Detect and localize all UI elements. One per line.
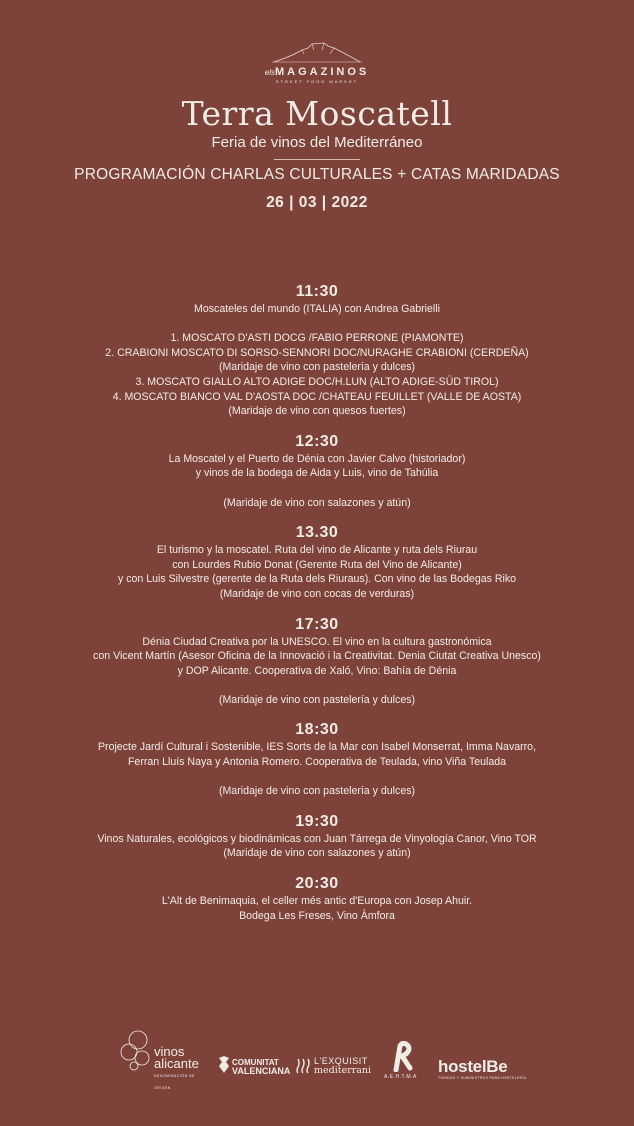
vinos-sub: DENOMINACIÓN DE ORIGEN bbox=[154, 1074, 195, 1090]
page-title: Terra Moscatell bbox=[181, 94, 453, 133]
session-line: (Maridaje de vino con pastelería y dulces) bbox=[218, 693, 416, 706]
spacer bbox=[0, 419, 634, 432]
session-line: (Maridaje de vino con pastelería y dulces) bbox=[218, 785, 416, 798]
sessions-list bbox=[0, 282, 634, 923]
session-block bbox=[0, 812, 634, 861]
session-line: Moscateles del mundo (ITALIA) con Andrea Gabrielli bbox=[194, 303, 440, 315]
session-block bbox=[0, 874, 634, 923]
session-line: Ferran Lluís Naya y Antonia Romero. Cooperativa de Teulada, vino Viña Teulada bbox=[127, 756, 507, 769]
spacer bbox=[0, 602, 634, 615]
session-block bbox=[0, 432, 634, 510]
sponsors-footer bbox=[0, 1022, 634, 1092]
spacer bbox=[0, 799, 634, 812]
hostelbe-logo bbox=[438, 1058, 526, 1080]
mediterrani-label: mediterrani bbox=[314, 1065, 372, 1076]
session-time: 12:30 bbox=[295, 432, 339, 450]
waves-icon bbox=[296, 1058, 310, 1074]
session-line: (Maridaje de vino con quesos fuertes) bbox=[228, 405, 406, 418]
castle-logo-icon bbox=[272, 40, 362, 64]
spacer bbox=[0, 510, 634, 523]
grape-circles-icon bbox=[118, 1028, 158, 1072]
session-line: L'Alt de Benimaquia, el celler més antic d'Europa con Josep Ahuir. bbox=[161, 895, 473, 908]
session-line: (Maridaje de vino con salazones y atún) bbox=[223, 847, 411, 860]
session-block bbox=[0, 720, 634, 798]
session-line: y con Luis Silvestre (gerente de la Ruta dels Riuraus). Con vino de las Bodegas Riko bbox=[117, 573, 517, 586]
session-line: Dénia Ciudad Creativa por la UNESCO. El vino en la cultura gastronómica bbox=[142, 635, 492, 648]
program-heading: PROGRAMACIÓN CHARLAS CULTURALES + CATAS MARIDADAS bbox=[74, 166, 560, 183]
cv-label-2: VALENCIANA bbox=[232, 1066, 291, 1076]
hostelbe-sub: TIENDAS Y SUMINISTROS PARA HOSTELERÍA bbox=[438, 1076, 527, 1080]
cv-emblem-icon bbox=[218, 1056, 230, 1074]
exquisit-label: L'EXQUISIT bbox=[314, 1056, 368, 1066]
cv-label-1: COMUNITAT bbox=[232, 1058, 279, 1067]
brand-name: elsMAGAZINOS bbox=[264, 66, 370, 78]
session-line bbox=[0, 317, 634, 332]
session-line: (Maridaje de vino con pastelería y dulces) bbox=[218, 361, 416, 374]
brand-subtitle: STREET FOOD MARKET bbox=[275, 79, 359, 84]
spacer bbox=[0, 861, 634, 874]
spacer bbox=[0, 707, 634, 720]
hostelbe-label: hostelBe bbox=[438, 1057, 508, 1076]
session-time: 20:30 bbox=[295, 875, 339, 893]
session-line: 4. MOSCATO BIANCO VAL D'AOSTA DOC /CHATEAU FEUILLET (VALLE DE AOSTA) bbox=[112, 390, 522, 403]
divider bbox=[274, 159, 360, 160]
session-time: 13.30 bbox=[295, 524, 339, 542]
aehtma-emblem-icon bbox=[386, 1040, 418, 1072]
session-line: 3. MOSCATO GIALLO ALTO ADIGE DOC/H.LUN (ALTO ADIGE-SÜD TIROL) bbox=[135, 375, 499, 388]
session-block bbox=[0, 282, 634, 419]
header bbox=[0, 40, 634, 212]
session-line: con Vicent Martín (Asesor Oficina de la Innovació i la Creativitat. Denia Ciutat Creativa Unesco) bbox=[93, 650, 541, 663]
vinos-label: vinos bbox=[154, 1044, 185, 1059]
session-time: 19:30 bbox=[295, 812, 339, 830]
page-subtitle: Feria de vinos del Mediterráneo bbox=[211, 134, 423, 151]
session-line bbox=[0, 770, 634, 785]
session-line: Bodega Les Freses, Vino Àmfora bbox=[239, 909, 395, 922]
session-block bbox=[0, 615, 634, 708]
session-line: con Lourdes Rubio Donat (Gerente Ruta del Vino de Alicante) bbox=[172, 558, 462, 571]
session-line: (Maridaje de vino con salazones y atún) bbox=[223, 496, 411, 509]
session-time: 11:30 bbox=[295, 283, 339, 300]
event-date: 26 | 03 | 2022 bbox=[266, 194, 368, 211]
alicante-label: alicante bbox=[154, 1056, 199, 1071]
session-line: La Moscatel y el Puerto de Dénia con Javier Calvo (historiador) bbox=[168, 452, 466, 465]
vinos-alicante-logo bbox=[118, 1028, 198, 1088]
session-line: Vinos Naturales, ecológicos y biodinámicas con Juan Tárrega de Vinyología Canor, Vino TOR bbox=[97, 832, 537, 845]
session-line bbox=[0, 481, 634, 496]
session-time: 18:30 bbox=[295, 721, 339, 739]
aehtma-label: A.E.H.T.M.A bbox=[384, 1074, 417, 1080]
session-line: 2. CRABIONI MOSCATO DI SORSO-SENNORI DOC/NURAGHE CRABIONI (CERDEÑA) bbox=[105, 346, 529, 359]
session-block bbox=[0, 523, 634, 601]
session-line: (Maridaje de vino con cocas de verduras) bbox=[219, 587, 415, 600]
session-line: El turismo y la moscatel. Ruta del vino de Alicante y ruta dels Riurau bbox=[156, 544, 478, 557]
session-line: Projecte Jardí Cultural i Sostenible, IES Sorts de la Mar con Isabel Monserrat, Imma Navarro, bbox=[97, 741, 537, 754]
session-line bbox=[0, 678, 634, 693]
session-line: y DOP Alicante. Cooperativa de Xaló, Vino: Bahía de Dénia bbox=[177, 664, 457, 677]
session-line: 1. MOSCATO D'ASTI DOCG /FABIO PERRONE (PIAMONTE) bbox=[170, 332, 464, 345]
session-time: 17:30 bbox=[295, 615, 339, 633]
session-line: y vinos de la bodega de Aida y Luis, vino de Tahúlia bbox=[195, 467, 439, 480]
